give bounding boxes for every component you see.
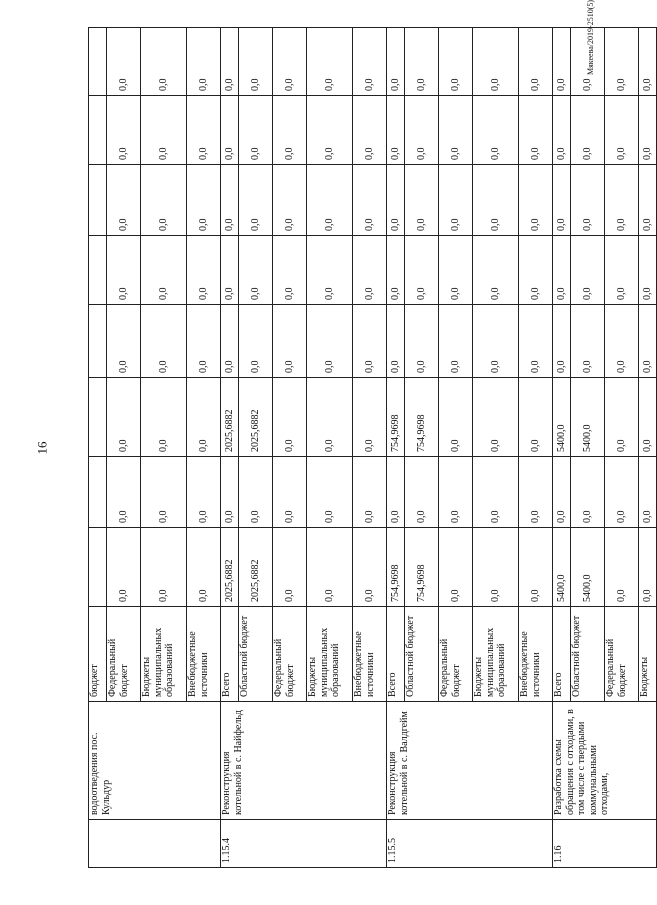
value-cell: 0,0: [239, 165, 273, 236]
value-cell: 0,0: [141, 165, 187, 236]
value-cell: 0,0: [519, 28, 553, 96]
value-cell: 0,0: [553, 305, 571, 378]
value-cell: 0,0: [473, 96, 519, 165]
measure-name: водоотведения пос. Кульдур: [89, 702, 221, 820]
value-cell: 0,0: [639, 28, 657, 96]
value-cell: 2025,6882: [221, 378, 239, 457]
value-cell: 0,0: [387, 236, 405, 305]
value-cell: 0,0: [307, 28, 353, 96]
value-cell: [89, 96, 107, 165]
value-cell: 0,0: [639, 528, 657, 607]
funding-source: Федеральный бюджет: [439, 607, 473, 702]
funding-source: Федеральный бюджет: [107, 607, 141, 702]
funding-source: Внебюджетные источники: [519, 607, 553, 702]
value-cell: 2025,6882: [239, 528, 273, 607]
value-cell: 0,0: [405, 165, 439, 236]
funding-source: Федеральный бюджет: [605, 607, 639, 702]
value-cell: 0,0: [107, 236, 141, 305]
value-cell: 0,0: [141, 28, 187, 96]
value-cell: 5400,0: [571, 378, 605, 457]
value-cell: 0,0: [273, 528, 307, 607]
table-row: [387, 28, 405, 868]
value-cell: 0,0: [473, 378, 519, 457]
value-cell: 0,0: [639, 236, 657, 305]
value-cell: 5400,0: [553, 378, 571, 457]
value-cell: 0,0: [187, 165, 221, 236]
value-cell: [89, 528, 107, 607]
value-cell: 0,0: [639, 165, 657, 236]
value-cell: 0,0: [141, 305, 187, 378]
value-cell: 0,0: [273, 165, 307, 236]
value-cell: 0,0: [239, 96, 273, 165]
value-cell: 5400,0: [571, 528, 605, 607]
value-cell: 0,0: [605, 165, 639, 236]
value-cell: 0,0: [473, 457, 519, 528]
value-cell: 0,0: [273, 96, 307, 165]
value-cell: 0,0: [141, 236, 187, 305]
value-cell: 5400,0: [553, 528, 571, 607]
value-cell: 0,0: [221, 28, 239, 96]
value-cell: 0,0: [405, 305, 439, 378]
value-cell: 0,0: [405, 96, 439, 165]
value-cell: 0,0: [141, 528, 187, 607]
value-cell: 0,0: [405, 236, 439, 305]
value-cell: 0,0: [273, 236, 307, 305]
value-cell: 0,0: [571, 236, 605, 305]
measure-name: Реконструкция котельной в с. Валдгейм: [387, 702, 553, 820]
value-cell: 0,0: [107, 165, 141, 236]
value-cell: 0,0: [571, 28, 605, 96]
funding-source: Областной бюджет: [405, 607, 439, 702]
value-cell: 0,0: [405, 457, 439, 528]
value-cell: 0,0: [519, 236, 553, 305]
value-cell: 0,0: [519, 528, 553, 607]
value-cell: 0,0: [353, 378, 387, 457]
value-cell: 0,0: [141, 457, 187, 528]
value-cell: [89, 457, 107, 528]
value-cell: 0,0: [307, 96, 353, 165]
value-cell: 0,0: [187, 457, 221, 528]
value-cell: 0,0: [605, 28, 639, 96]
value-cell: 0,0: [107, 528, 141, 607]
value-cell: 0,0: [239, 305, 273, 378]
value-cell: 0,0: [473, 528, 519, 607]
value-cell: 0,0: [353, 305, 387, 378]
funding-source: Внебюджетные источники: [187, 607, 221, 702]
table-row: [89, 28, 107, 868]
value-cell: 0,0: [353, 528, 387, 607]
value-cell: 0,0: [353, 236, 387, 305]
funding-source: бюджет: [89, 607, 107, 702]
value-cell: 0,0: [519, 96, 553, 165]
row-code: 1.15.4: [221, 820, 387, 868]
funding-source: Внебюджетные источники: [353, 607, 387, 702]
value-cell: 0,0: [273, 28, 307, 96]
value-cell: 0,0: [571, 305, 605, 378]
value-cell: 0,0: [221, 165, 239, 236]
value-cell: [89, 165, 107, 236]
funding-source: Всего: [221, 607, 239, 702]
funding-source: Всего: [387, 607, 405, 702]
value-cell: 754,9698: [405, 528, 439, 607]
value-cell: 0,0: [439, 96, 473, 165]
value-cell: 0,0: [273, 305, 307, 378]
value-cell: 0,0: [273, 457, 307, 528]
funding-source: Бюджеты: [639, 607, 657, 702]
value-cell: 0,0: [439, 528, 473, 607]
value-cell: 0,0: [605, 528, 639, 607]
value-cell: 0,0: [387, 165, 405, 236]
value-cell: 0,0: [553, 96, 571, 165]
value-cell: 2025,6882: [239, 378, 273, 457]
value-cell: 0,0: [605, 305, 639, 378]
value-cell: 0,0: [187, 378, 221, 457]
value-cell: 0,0: [439, 236, 473, 305]
value-cell: 0,0: [307, 378, 353, 457]
row-code: 1.16: [553, 820, 657, 868]
value-cell: 0,0: [519, 457, 553, 528]
value-cell: 0,0: [387, 96, 405, 165]
value-cell: 0,0: [239, 28, 273, 96]
value-cell: 0,0: [353, 457, 387, 528]
value-cell: 0,0: [439, 305, 473, 378]
value-cell: 0,0: [473, 165, 519, 236]
value-cell: 0,0: [639, 305, 657, 378]
value-cell: 0,0: [273, 378, 307, 457]
value-cell: 0,0: [353, 28, 387, 96]
value-cell: 754,9698: [405, 378, 439, 457]
value-cell: 0,0: [639, 457, 657, 528]
budget-table: [88, 27, 657, 868]
funding-source: Бюджеты муниципальных образований: [141, 607, 187, 702]
value-cell: 754,9698: [387, 378, 405, 457]
value-cell: 0,0: [605, 96, 639, 165]
value-cell: 0,0: [473, 236, 519, 305]
value-cell: 0,0: [387, 28, 405, 96]
value-cell: 0,0: [605, 457, 639, 528]
value-cell: 0,0: [221, 96, 239, 165]
row-code: 1.15.5: [387, 820, 553, 868]
value-cell: 0,0: [307, 236, 353, 305]
table-row: [221, 28, 239, 868]
funding-source: Бюджеты муниципальных образований: [473, 607, 519, 702]
table-row: [553, 28, 571, 868]
value-cell: 0,0: [107, 96, 141, 165]
value-cell: 0,0: [519, 305, 553, 378]
page-number: 16: [34, 441, 50, 455]
table-body: [89, 28, 657, 868]
funding-source: Бюджеты муниципальных образований: [307, 607, 353, 702]
funding-source: Федеральный бюджет: [273, 607, 307, 702]
measure-name: Разработка схемы обращения с отходами, в том числе с твердыми коммунальными отходами,: [553, 702, 657, 820]
value-cell: 2025,6882: [221, 528, 239, 607]
value-cell: 0,0: [439, 165, 473, 236]
value-cell: [89, 378, 107, 457]
value-cell: 0,0: [239, 236, 273, 305]
value-cell: 0,0: [307, 165, 353, 236]
value-cell: 0,0: [187, 28, 221, 96]
value-cell: 0,0: [141, 96, 187, 165]
funding-source: Областной бюджет: [239, 607, 273, 702]
value-cell: 0,0: [519, 378, 553, 457]
value-cell: 0,0: [553, 236, 571, 305]
value-cell: 0,0: [307, 457, 353, 528]
value-cell: 0,0: [439, 457, 473, 528]
value-cell: 0,0: [473, 305, 519, 378]
value-cell: 0,0: [107, 457, 141, 528]
value-cell: 0,0: [639, 378, 657, 457]
funding-source: Всего: [553, 607, 571, 702]
funding-source: Областной бюджет: [571, 607, 605, 702]
value-cell: 0,0: [353, 96, 387, 165]
footer-id: Мякеева/2019-2510(5): [586, 0, 595, 75]
value-cell: 0,0: [439, 28, 473, 96]
value-cell: 0,0: [519, 165, 553, 236]
value-cell: 0,0: [605, 378, 639, 457]
value-cell: [89, 236, 107, 305]
value-cell: 0,0: [107, 378, 141, 457]
value-cell: 0,0: [387, 457, 405, 528]
value-cell: 0,0: [187, 305, 221, 378]
value-cell: [89, 305, 107, 378]
value-cell: 0,0: [107, 28, 141, 96]
value-cell: 0,0: [187, 236, 221, 305]
value-cell: 0,0: [187, 528, 221, 607]
value-cell: 0,0: [221, 236, 239, 305]
value-cell: 0,0: [605, 236, 639, 305]
value-cell: 0,0: [571, 457, 605, 528]
value-cell: 0,0: [553, 28, 571, 96]
value-cell: 0,0: [307, 305, 353, 378]
value-cell: 0,0: [553, 165, 571, 236]
value-cell: 0,0: [221, 305, 239, 378]
value-cell: 0,0: [405, 28, 439, 96]
value-cell: 0,0: [439, 378, 473, 457]
value-cell: 0,0: [571, 165, 605, 236]
value-cell: 0,0: [187, 96, 221, 165]
value-cell: 0,0: [307, 528, 353, 607]
value-cell: 0,0: [387, 305, 405, 378]
measure-name: Реконструкция котельной в с. Найфельд: [221, 702, 387, 820]
rotated-table-wrapper: [88, 28, 653, 868]
value-cell: 0,0: [107, 305, 141, 378]
value-cell: 0,0: [571, 96, 605, 165]
value-cell: 0,0: [639, 96, 657, 165]
value-cell: 0,0: [239, 457, 273, 528]
row-code: [89, 820, 221, 868]
value-cell: 0,0: [141, 378, 187, 457]
value-cell: [89, 28, 107, 96]
value-cell: 0,0: [553, 457, 571, 528]
value-cell: 754,9698: [387, 528, 405, 607]
value-cell: 0,0: [353, 165, 387, 236]
value-cell: 0,0: [473, 28, 519, 96]
value-cell: 0,0: [221, 457, 239, 528]
